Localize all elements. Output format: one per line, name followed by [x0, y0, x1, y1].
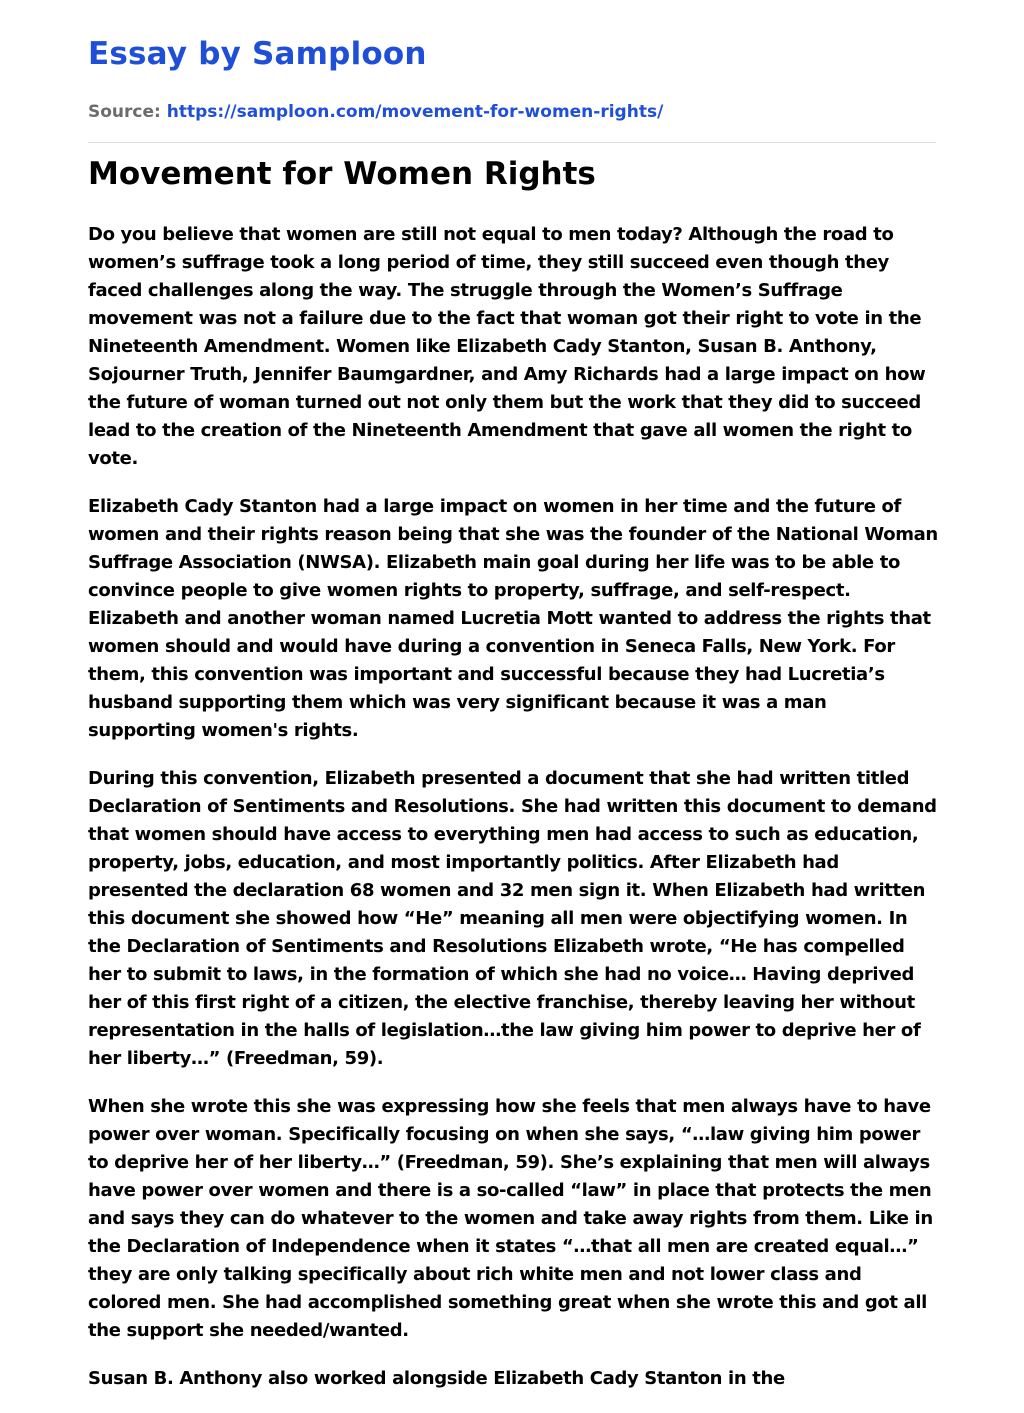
paragraph: Elizabeth Cady Stanton had a large impact on women in her time and the future of women and their rights reason being that she was the founder of the National Woman Suffrage Association (NWSA). Elizabeth main goal during her life was to be able to convince people to give women rights to property, suffrage, and self-respect. Elizabeth and another woman named Lucretia Mott wanted to address the rights that women should and would have during a convention in Seneca Falls, New York. For them, this convention was important and successful because they had Lucretia’s husband supporting them which was very significant because it was a man supporting women's rights.	[88, 496, 938, 741]
essay-body	[88, 221, 938, 1413]
source-link[interactable]: https://samploon.com/movement-for-women-rights/	[166, 102, 664, 122]
source-line	[88, 102, 663, 122]
site-brand-title: Essay by Samploon	[88, 36, 427, 72]
paragraph: Do you believe that women are still not equal to men today? Although the road to women’s suffrage took a long period of time, they still succeed even though they faced challenges along the way. The struggle through the Women’s Suffrage movement was not a failure due to the fact that woman got their right to vote in the Nineteenth Amendment. Women like Elizabeth Cady Stanton, Susan B. Anthony, Sojourner Truth, Jennifer Baumgardner, and Amy Richards had a large impact on how the future of woman turned out not only them but the work that they did to succeed lead to the creation of the Nineteenth Amendment that gave all women the right to vote.	[88, 224, 926, 469]
paragraph: During this convention, Elizabeth presented a document that she had written titled Declaration of Sentiments and Resolutions. She had written this document to demand that women should have access to everything men had access to such as education, property, jobs, education, and most importantly politics. After Elizabeth had presented the declaration 68 women and 32 men sign it. When Elizabeth had written this document she showed how “He” meaning all men were objectifying women. In the Declaration of Sentiments and Resolutions Elizabeth wrote, “He has compelled her to submit to laws, in the formation of which she had no voice… Having deprived her of this first right of a citizen, the elective franchise, thereby leaving her without representation in the halls of legislation…the law giving him power to deprive her of her liberty…” (Freedman, 59).	[88, 768, 937, 1069]
paragraph: When she wrote this she was expressing how she feels that men always have to have power over woman. Specifically focusing on when she says, “…law giving him power to deprive her of her liberty…” (Freedman, 59). She’s explaining that men will always have power over women and there is a so-called “law” in place that protects the men and says they can do whatever to the women and take away rights from them. Like in the Declaration of Independence when it states “…that all men are created equal…” they are only talking specifically about rich white men and not lower class and colored men. She had accomplished something great when she wrote this and got all the support she needed/wanted.	[88, 1096, 933, 1341]
source-label: Source:	[88, 102, 161, 122]
paragraph: Susan B. Anthony also worked alongside Elizabeth Cady Stanton in the	[88, 1368, 785, 1389]
essay-title: Movement for Women Rights	[88, 156, 596, 192]
header-divider	[88, 142, 936, 143]
